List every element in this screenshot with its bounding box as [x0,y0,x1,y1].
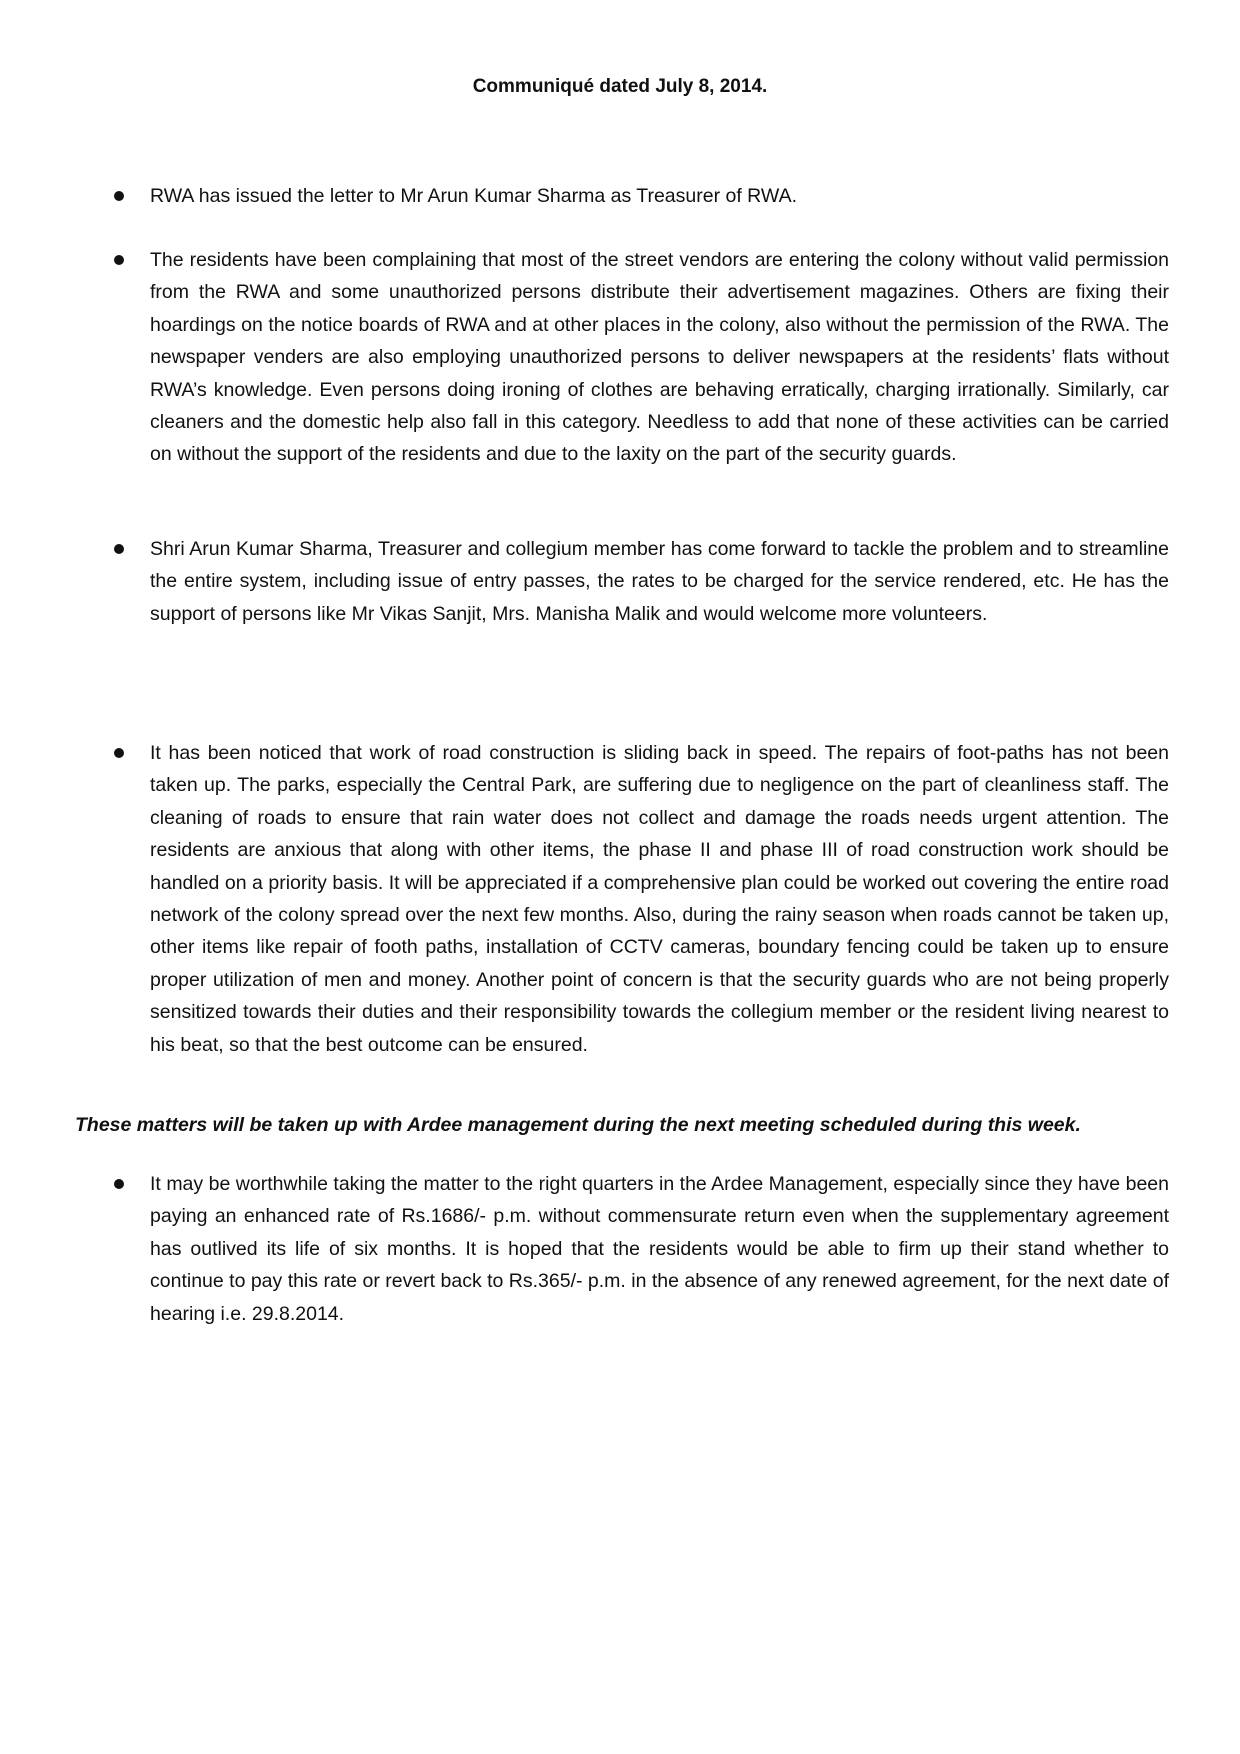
meeting-note: These matters will be taken up with Ardee management during the next meeting scheduled during this week. [75,1114,1081,1136]
bullet-text: It has been noticed that work of road construction is sliding back in speed. The repairs of foot-paths has not been taken up. The parks, especially the Central Park, are suffering due to negligence on the part of cleanliness staff. The cleaning of roads to ensure that rain water does not collect and damage the roads needs urgent attention. The residents are anxious that along with other items, the phase II and phase III of road construction work should be handled on a priority basis. It will be appreciated if a comprehensive plan could be worked out covering the entire road network of the colony spread over the next few months. Also, during the rainy season when roads cannot be taken up, other items like repair of footh paths, installation of CCTV cameras, boundary fencing could be taken up to ensure proper utilization of men and money. Another point of concern is that the security guards who are not being properly sensitized towards their duties and their responsibility towards the collegium member or the resident living nearest to his beat, so that the best outcome can be ensured. [150,742,1169,1056]
bullet-icon [114,1179,124,1189]
bullet-text: RWA has issued the letter to Mr Arun Kumar Sharma as Treasurer of RWA. [150,185,798,207]
bullet-text: Shri Arun Kumar Sharma, Treasurer and collegium member has come forward to tackle the problem and to streamline the entire system, including issue of entry passes, the rates to be charged for the service rendered, etc. He has the support of persons like Mr Vikas Sanjit, Mrs. Manisha Malik and would welcome more volunteers. [150,538,1169,625]
document-title: Communiqué dated July 8, 2014. [472,76,768,97]
bullet-icon [114,191,124,201]
bullet-icon [114,255,124,265]
bullet-icon [114,544,124,554]
bullet-icon [114,748,124,758]
bullet-text: The residents have been complaining that most of the street vendors are entering the colony without valid permission from the RWA and some unauthorized persons distribute their advertisement magazines. Others are fixing their hoardings on the notice boards of RWA and at other places in the colony, also without the permission of the RWA. The newspaper venders are also employing unauthorized persons to deliver newspapers at the residents’ flats without RWA’s knowledge. Even persons doing ironing of clothes are behaving erratically, charging irrationally. Similarly, car cleaners and the domestic help also fall in this category. Needless to add that none of these activities can be carried on without the support of the residents and due to the laxity on the part of the security guards. [150,249,1169,466]
bullet-text: It may be worthwhile taking the matter to the right quarters in the Ardee Management, especially since they have been paying an enhanced rate of Rs.1686/- p.m. without commensurate return even when the supplementary agreement has outlived its life of six months. It is hoped that the residents would be able to firm up their stand whether to continue to pay this rate or revert back to Rs.365/- p.m. in the absence of any renewed agreement, for the next date of hearing i.e. 29.8.2014. [150,1173,1169,1325]
